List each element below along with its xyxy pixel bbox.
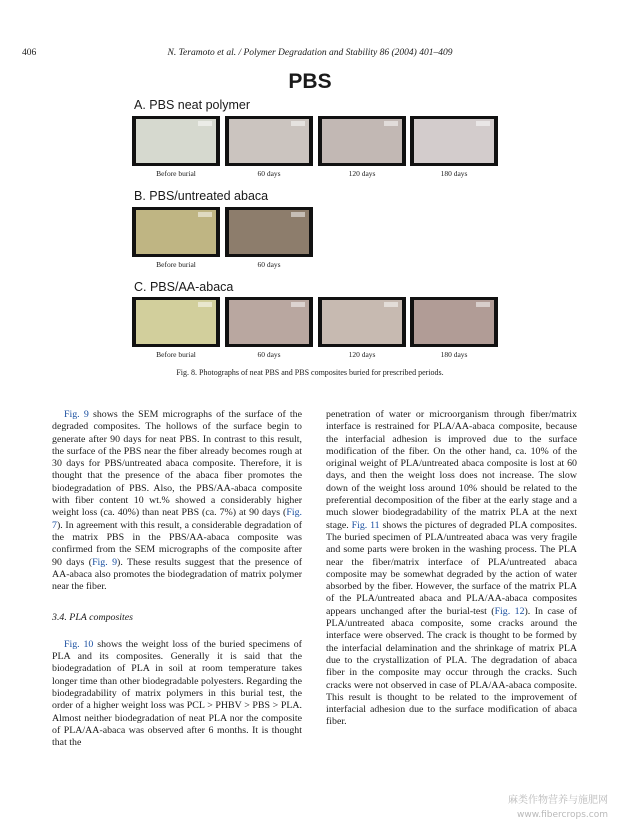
figure-link[interactable]: Fig. 7 <box>52 507 302 531</box>
section-a-label: A. PBS neat polymer <box>134 98 251 112</box>
section-b-label: B. PBS/untreated abaca <box>134 189 269 203</box>
paragraph-left-2: Fig. 10 shows the weight loss of the buried specimens of PLA and its composites. Generally it is said that the biodegradation of PLA in soil at room temperature takes longer time than other biodegradable polyesters. Regarding the biodegradability of matrix polymers in this burial test, the order of a higher weight loss was PCL > PHBV > PBS > PLA. Almost neither biodegradation of neat PLA nor the composite of PLA/AA-abaca was observed after 6 months. It is thought that the <box>52 638 302 749</box>
caption-a-4: 180 days <box>440 169 468 178</box>
figure-link[interactable]: Fig. 10 <box>64 638 94 650</box>
photo-a-120-days <box>318 116 406 166</box>
caption-c-2: 60 days <box>257 350 281 359</box>
figure-link[interactable]: Fig. 11 <box>351 519 380 531</box>
figure-title: PBS <box>288 70 332 93</box>
caption-a-3: 120 days <box>348 169 376 178</box>
caption-a-2: 60 days <box>257 169 281 178</box>
photo-a-180-days <box>410 116 498 166</box>
left-column <box>52 409 302 749</box>
photo-b-before-burial <box>132 207 220 257</box>
figure-link[interactable]: Fig. 9 <box>92 556 118 568</box>
caption-c-4: 180 days <box>440 350 468 359</box>
caption-c-3: 120 days <box>348 350 376 359</box>
photo-c-180-days <box>410 297 498 347</box>
photo-a-60-days <box>225 116 313 166</box>
watermark-chinese: 麻类作物营养与施肥网 <box>508 795 608 806</box>
photo-a-before-burial <box>132 116 220 166</box>
section-c-label: C. PBS/AA-abaca <box>134 280 234 294</box>
photo-b-60-days <box>225 207 313 257</box>
watermark-url: www.fibercrops.com <box>517 810 608 820</box>
photo-c-before-burial <box>132 297 220 347</box>
photo-c-60-days <box>225 297 313 347</box>
caption-c-1: Before burial <box>156 350 196 359</box>
paragraph-left-1: Fig. 9 shows the SEM micrographs of the surface of the degraded composites. The hollows of the surface begin to generate after 90 days for neat PBS. In contrast to this result, the surface of the PBS near the fiber already becomes rough at 30 days for PBS/untreated abaca composite. Therefore, it is thought that the presence of the abaca fiber promotes the biodegradation of PBS. Also, the PBS/AA-abaca composite with fiber content 10 wt.% showed a considerably higher weight loss (ca. 40%) than neat PBS (ca. 7%) at 90 days (Fig. 7). In agreement with this result, a considerable degradation of the matrix PBS in the PBS/AA-abaca composite was confirmed from the SEM micrographs of the composite after 90 days (Fig. 9). These results suggest that the presence of AA-abaca also promotes the biodegradation of matrix polymer near the fiber. <box>52 409 303 593</box>
page-number: 406 <box>22 48 37 58</box>
subsection-heading: 3.4. PLA composites <box>52 612 134 624</box>
figure-caption: Fig. 8. Photographs of neat PBS and PBS composites buried for prescribed periods. <box>176 368 444 377</box>
figure-link[interactable]: Fig. 9 <box>64 409 89 420</box>
figure-link[interactable]: Fig. 12 <box>494 605 525 617</box>
caption-b-2: 60 days <box>257 260 281 269</box>
paragraph-right-1: penetration of water or microorganism through fiber/matrix interface is restrained for PLA/AA-abaca composite, because the interfacial adhesion is improved due to the surface modification of the fiber. On the other hand, ca. 10% of the original weight of PLA/untreated abaca composite is lost at 60 days, and then the weight loss does not increase. The slow down of the weight loss around 10% should be related to the preferential decomposition of the fiber at the early stage and a much slower biodegradability of the matrix PLA at the next stage. Fig. 11 shows the pictures of degraded PLA composites. The buried specimen of PLA/untreated abaca was very fragile and some parts were broken in the washing process. The PLA near the fiber/matrix interface of PLA/untreated abaca composite may be somewhat degraded by the action of water absorbed by the fiber. However, the surface of the matrix PLA of the PLA/untreated abaca and PLA/AA-abaca composites appears unchanged after the burial-test (Fig. 12). In case of PLA/untreated abaca composite, some cracks around the interface were observed. The crack is thought to be formed by the interfacial delamination and the shrinkage of matrix PLA due to the crystallization of PLA. The degradation of abaca fiber in the composite may occur through the cracks. Such cracks were not observed in case of PLA/AA-abaca composite. This result is thought to be related to the improvement of interfacial adhesion due to the surface modification of abaca fiber. <box>326 409 578 728</box>
photo-c-120-days <box>318 297 406 347</box>
caption-a-1: Before burial <box>156 169 196 178</box>
right-column <box>326 409 577 729</box>
journal-citation: N. Teramoto et al. / Polymer Degradation and Stability 86 (2004) 401–409 <box>167 48 453 58</box>
caption-b-1: Before burial <box>156 260 196 269</box>
